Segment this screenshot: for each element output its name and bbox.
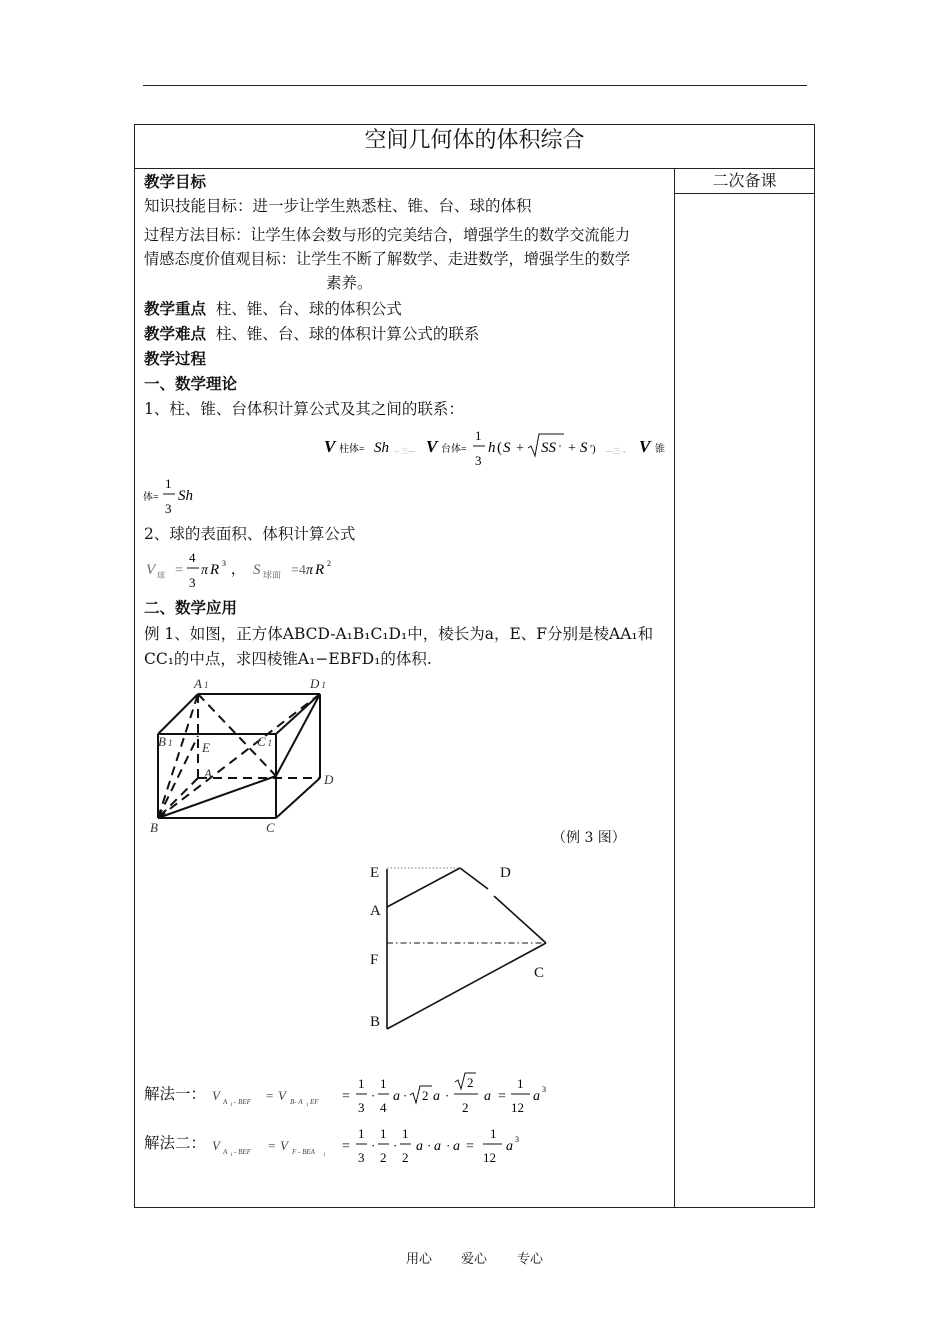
side-column-header: 二次备课 [675,168,814,194]
cube-figure [140,672,340,842]
header-rule [143,85,807,86]
solution1-label: 解法一： [144,1085,207,1103]
svg-text:1: 1 [358,1076,365,1091]
svg-text:a: a [506,1139,513,1154]
objectives-heading: 教学目标 [144,173,207,191]
svg-text:·: · [427,1138,432,1153]
trap-label-A: A [370,903,381,919]
item-volume-relations: 1、柱、锥、台体积计算公式及其之间的联系： [144,400,464,418]
svg-text:台体=: 台体= [441,444,467,455]
svg-text:=: = [498,1089,506,1104]
svg-text:(: ( [497,440,502,456]
svg-text:π: π [201,563,209,578]
svg-text:←三—: ←三— [394,447,415,455]
footer-item-3: 专心 [517,1252,544,1267]
label-C1: C 1 [257,734,273,749]
svg-text:柱体=: 柱体= [339,444,365,455]
svg-text:B- A: B- A [290,1098,303,1106]
svg-text:1: 1 [380,1076,387,1091]
svg-text:·: · [393,1138,398,1153]
key-text: 柱、锥、台、球的体积公式 [215,300,402,318]
svg-text:球: 球 [157,571,165,580]
process-heading: 教学过程 [144,350,207,368]
sphere-formula [143,548,363,594]
svg-text:Sh: Sh [374,440,389,456]
svg-text:12: 12 [483,1150,496,1165]
svg-text:2: 2 [402,1150,409,1165]
svg-text:- BEF: - BEF [234,1148,251,1156]
svg-text:V: V [212,1138,220,1153]
svg-text:2: 2 [467,1075,474,1090]
key-label: 教学重点 [144,300,207,318]
trap-label-F: F [370,952,379,968]
svg-text:=: = [342,1139,350,1154]
title-row [135,125,814,169]
svg-text:=: = [266,1088,274,1103]
trap-label-D: D [500,865,511,881]
svg-text:1: 1 [323,1153,326,1158]
svg-text:a: a [416,1139,423,1154]
label-A: A [204,766,212,781]
svg-text:体=: 体= [143,492,159,503]
svg-text:2: 2 [380,1150,387,1165]
label-C: C [266,820,275,835]
svg-text:V: V [426,437,438,456]
svg-text:2: 2 [462,1100,469,1115]
svg-text:S: S [253,562,261,578]
svg-text:·: · [446,1138,451,1153]
svg-text:4: 4 [189,550,196,565]
trapezoid-figure [360,855,570,1040]
frustum-volume-formula [320,424,675,474]
svg-text:2: 2 [327,559,331,568]
svg-text:3: 3 [515,1135,519,1144]
svg-text:=: = [268,1138,276,1153]
svg-text:3: 3 [222,559,226,568]
svg-text:=: = [466,1139,474,1154]
svg-text:+: + [568,441,576,456]
label-B: B [150,820,158,835]
example-line1: 例 1、如图，正方体ABCD-A₁B₁C₁D₁中，棱长为a，E、F分别是棱AA₁和 [144,625,654,643]
svg-text:=4: =4 [291,563,306,578]
svg-text:锥: 锥 [655,444,665,455]
svg-text:·: · [371,1138,376,1153]
example-line2: CC₁的中点，求四棱锥A₁−EBFD₁的体积. [144,650,432,668]
label-D1: D 1 [310,676,326,691]
svg-text:+: + [516,441,524,456]
svg-text:V: V [146,562,156,578]
column-divider [674,168,675,1208]
svg-text:π: π [306,563,314,578]
svg-text:，: ， [231,563,245,578]
svg-text:1: 1 [475,428,482,443]
svg-text:EF: EF [310,1098,319,1106]
label-E: E [202,740,210,755]
footer-item-2: 爱心 [461,1252,488,1267]
difficulty-label: 教学难点 [144,325,207,343]
label-A1: A 1 [194,676,209,691]
svg-text:V: V [324,437,336,456]
svg-text:a: a [533,1089,540,1104]
svg-text:球面: 球面 [263,570,282,580]
svg-text:3: 3 [165,501,172,516]
svg-text:1: 1 [230,1153,233,1158]
svg-text:R: R [210,562,220,578]
solution2-label: 解法二： [144,1134,207,1152]
svg-text:3: 3 [358,1150,365,1165]
svg-text:1: 1 [517,1076,524,1091]
svg-text:- BEF: - BEF [234,1098,251,1106]
svg-text:—三→: —三→ [606,447,627,455]
knowledge-goal: 知识技能目标：进一步让学生熟悉柱、锥、台、球的体积 [144,197,532,215]
svg-text:1: 1 [165,476,172,491]
svg-text:Sh: Sh [178,488,193,504]
svg-text:a: a [393,1089,400,1104]
svg-text:1: 1 [380,1126,387,1141]
svg-text:=: = [342,1089,350,1104]
difficulty-text: 柱、锥、台、球的体积计算公式的联系 [215,325,480,343]
svg-text:1: 1 [490,1126,497,1141]
difficulty-point [144,324,479,344]
emotion-goal-line1: 情感态度价值观目标：让学生不断了解数学、走进数学，增强学生的数学 [144,250,630,268]
section-theory: 一、数学理论 [144,375,238,393]
svg-text:3: 3 [542,1085,546,1094]
svg-text:V: V [212,1088,220,1103]
trap-label-E: E [370,865,380,881]
svg-text:R: R [315,562,325,578]
svg-text:a: a [433,1089,440,1104]
svg-text:4: 4 [380,1100,387,1115]
svg-text:1: 1 [306,1103,309,1108]
svg-text:a: a [484,1089,491,1104]
key-point [144,299,402,319]
footer-item-1: 用心 [406,1252,433,1267]
svg-text:·: · [403,1088,408,1103]
item-sphere-formulas: 2、球的表面积、体积计算公式 [144,525,356,543]
trap-label-B: B [370,1014,381,1030]
label-D: D [324,772,334,787]
svg-text:3: 3 [475,453,482,468]
solution2-formula [208,1120,568,1170]
section-application: 二、数学应用 [144,599,238,617]
svg-text:3: 3 [358,1100,365,1115]
svg-text:1: 1 [402,1126,409,1141]
svg-text:·: · [371,1088,376,1103]
svg-text:V: V [280,1138,288,1153]
svg-text:12: 12 [511,1100,524,1115]
solution1-formula [208,1070,568,1120]
svg-text:SS: SS [541,440,556,456]
svg-text:3: 3 [189,575,196,590]
svg-text:=: = [175,563,183,578]
svg-text:·: · [445,1088,450,1103]
svg-text:A: A [223,1098,228,1106]
svg-text:1: 1 [358,1126,365,1141]
svg-text:V: V [278,1088,286,1103]
svg-text:a: a [434,1139,441,1154]
emotion-goal-line2: 素养。 [326,274,373,292]
svg-text:': ' [559,443,561,455]
svg-text:S: S [503,440,511,456]
page-title: 空间几何体的体积综合 [364,128,585,153]
svg-text:F - BEA: F - BEA [292,1148,315,1156]
label-B1: B 1 [158,734,173,749]
svg-text:2: 2 [422,1088,429,1103]
cone-volume-formula [143,474,213,520]
svg-text:A: A [223,1148,228,1156]
svg-text:'): ') [590,443,596,455]
svg-text:V: V [639,437,651,456]
trap-label-C: C [534,965,545,981]
process-goal: 过程方法目标：让学生体会数与形的完美结合，增强学生的数学交流能力 [144,226,630,244]
svg-text:a: a [453,1139,460,1154]
svg-text:1: 1 [230,1103,233,1108]
svg-text:h: h [488,440,496,456]
svg-text:S: S [580,440,588,456]
figure-caption: （例 3 图） [552,830,626,846]
